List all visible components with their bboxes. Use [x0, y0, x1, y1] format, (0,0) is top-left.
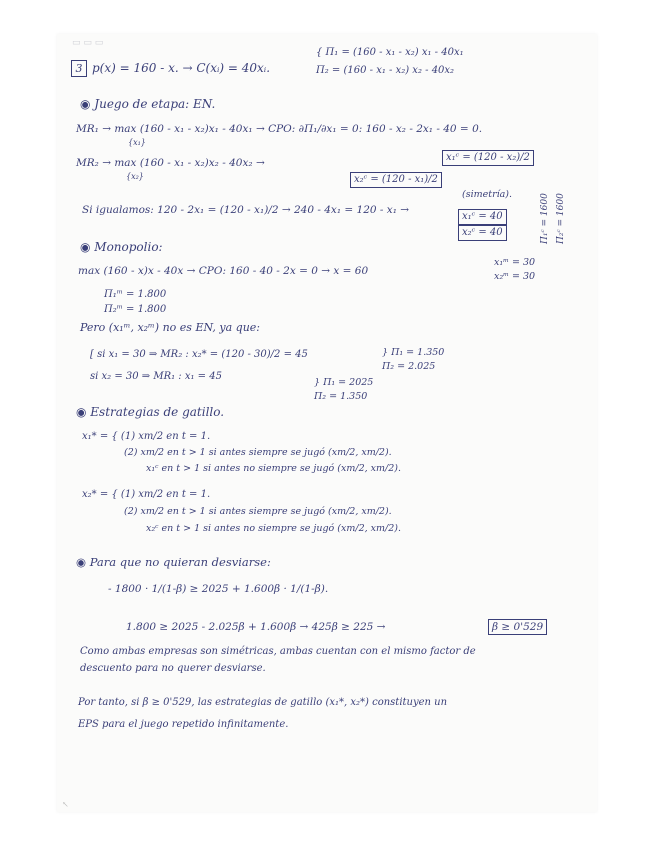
monopoly-profit-2: Π₂ᵐ = 1.800	[104, 304, 167, 315]
deviation-case-1: [ si x₁ = 30 ⇒ MR₂ : x₂* = (120 - 30)/2 = 45	[90, 349, 308, 360]
best-response-1-line: MR₁ → max (160 - x₁ - x₂)x₁ - 40x₁ → CPO: ∂Π₁/∂x₁ = 0: 160 - x₂ - 2x₁ - 40 = 0.	[76, 123, 483, 135]
trigger-x1-case1: x₁* = { (1) xm/2 en t = 1.	[82, 431, 211, 442]
demand-cost-line: p(x) = 160 - x. → C(xᵢ) = 40xᵢ.	[92, 61, 271, 75]
trigger-x2-case3: x₂ᶜ en t > 1 si antes no siempre se jugó (xm/2, xm/2).	[146, 523, 401, 534]
case2-profit-1: } Π₁ = 2025	[314, 377, 374, 388]
equalize-line: Si igualamos: 120 - 2x₁ = (120 - x₁)/2 → 240 - 4x₁ = 120 - x₁ →	[82, 204, 410, 216]
beta-result-box: β ≥ 0'529	[488, 619, 547, 635]
trigger-x1-case3: x₁ᶜ en t > 1 si antes no siempre se jugó (xm/2, xm/2).	[146, 463, 401, 474]
best-response-2-line: MR₂ → max (160 - x₁ - x₂)x₂ - 40x₂ →	[76, 157, 265, 169]
faint-header-mark: ▭ ▭ ▭	[72, 38, 104, 48]
final-line-1: Por tanto, si β ≥ 0'529, las estrategias de gatillo (x₁*, x₂*) constituyen un	[78, 697, 448, 708]
final-line-2: EPS para el juego repetido infinitamente.	[78, 719, 289, 730]
symmetry-note: (simetría).	[462, 189, 513, 200]
reaction-function-1-box: x₁ᶜ = (120 - x₂)/2	[442, 150, 534, 166]
monopoly-x1: x₁ᵐ = 30	[494, 257, 536, 268]
heading-stage-game: ◉ Juego de etapa: EN.	[80, 97, 216, 111]
max-subscript-1: {x₁}	[128, 138, 146, 147]
nash-profit-1-vertical: Π₁ᶜ = 1600	[540, 193, 550, 244]
conclusion-line-1: Como ambas empresas son simétricas, ambas cuentan con el mismo factor de	[80, 646, 476, 657]
case1-profit-2: Π₂ = 2.025	[382, 361, 436, 372]
conclusion-line-2: descuento para no querer desviarse.	[80, 663, 266, 674]
corner-scribble: ↖	[62, 800, 69, 809]
monopoly-cpo-line: max (160 - x)x - 40x → CPO: 160 - 40 - 2x = 0 → x = 60	[78, 265, 369, 277]
reaction-function-2-box: x₂ᶜ = (120 - x₁)/2	[350, 172, 442, 188]
profit-firm2: Π₂ = (160 - x₁ - x₂) x₂ - 40x₂	[316, 65, 455, 76]
incentive-inequality: - 1800 · 1/(1-β) ≥ 2025 + 1.600β · 1/(1-β).	[108, 583, 329, 595]
monopoly-x2: x₂ᵐ = 30	[494, 271, 536, 282]
case2-profit-2: Π₂ = 1.350	[314, 391, 368, 402]
problem-number-box: 3	[71, 60, 87, 77]
deviation-case-2: si x₂ = 30 ⇒ MR₁ : x₁ = 45	[90, 371, 222, 382]
nash-x2: x₂ᶜ = 40	[458, 225, 507, 241]
heading-trigger-strategies: ◉ Estrategias de gatillo.	[76, 405, 225, 419]
trigger-x2-case1: x₂* = { (1) xm/2 en t = 1.	[82, 489, 211, 500]
max-subscript-2: {x₂}	[126, 172, 144, 181]
profit-firm1: { Π₁ = (160 - x₁ - x₂) x₁ - 40x₁	[316, 47, 464, 58]
monopoly-profit-1: Π₁ᵐ = 1.800	[104, 289, 167, 300]
not-nash-statement: Pero (x₁ᵐ, x₂ᵐ) no es EN, ya que:	[80, 321, 260, 334]
heading-no-deviation: ◉ Para que no quieran desviarse:	[76, 555, 271, 569]
trigger-x2-case2: (2) xm/2 en t > 1 si antes siempre se jugó (xm/2, xm/2).	[124, 506, 392, 517]
heading-monopoly: ◉ Monopolio:	[80, 240, 163, 254]
nash-x1: x₁ᶜ = 40	[458, 209, 507, 225]
nash-profit-2-vertical: Π₂ᶜ = 1600	[556, 193, 566, 244]
trigger-x1-case2: (2) xm/2 en t > 1 si antes siempre se jugó (xm/2, xm/2).	[124, 447, 392, 458]
inequality-solve: 1.800 ≥ 2025 - 2.025β + 1.600β → 425β ≥ 225 →	[126, 621, 386, 633]
case1-profit-1: } Π₁ = 1.350	[382, 347, 445, 358]
